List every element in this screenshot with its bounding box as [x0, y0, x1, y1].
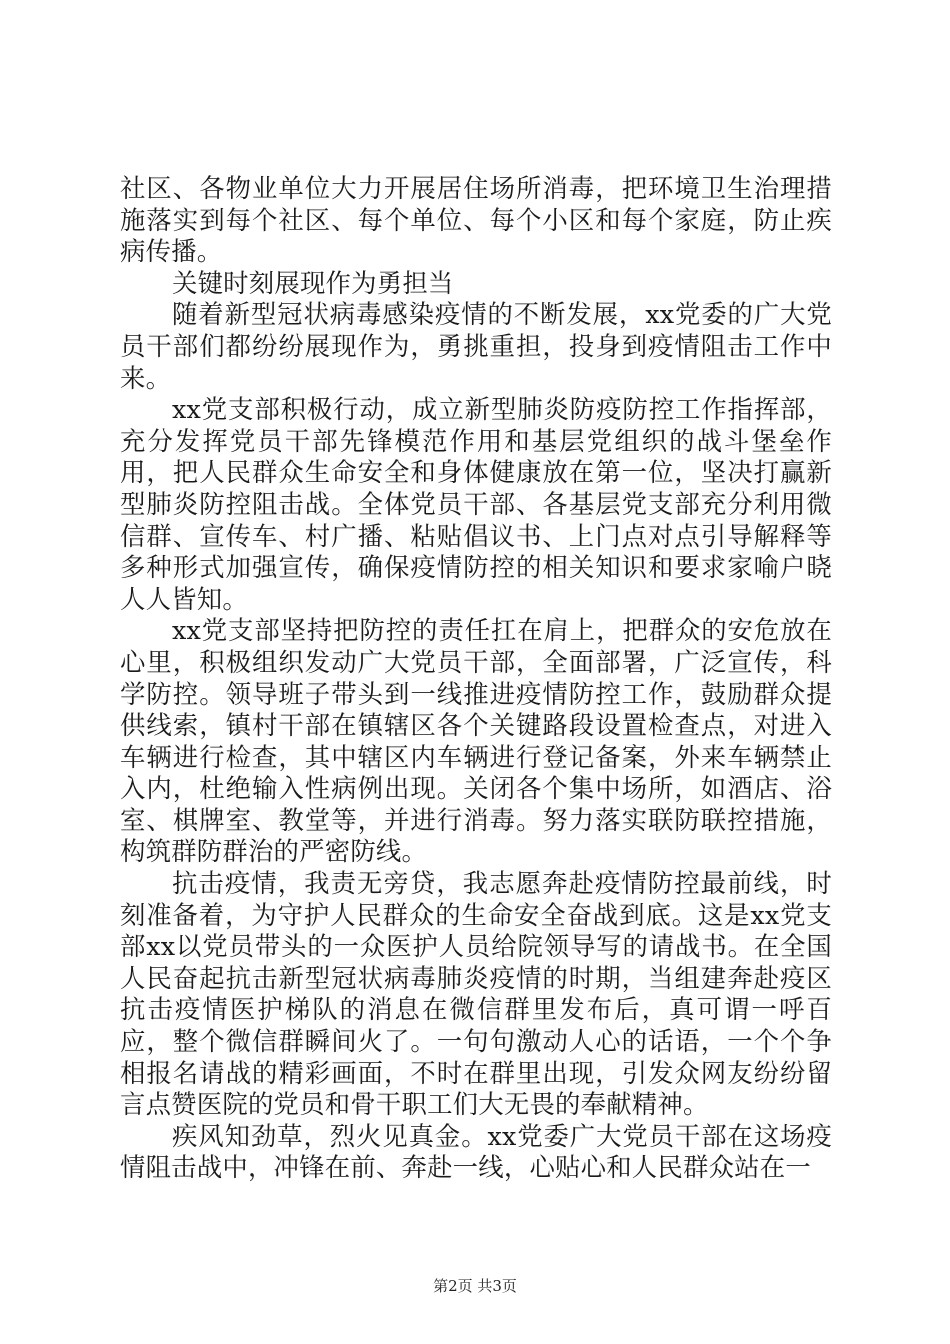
- paragraph-3: 随着新型冠状病毒感染疫情的不断发展，xx党委的广大党员干部们都纷纷展现作为，勇挑重担，投身到疫情阻击工作中来。: [120, 299, 832, 393]
- paragraph-6: 抗击疫情，我责无旁贷，我志愿奔赴疫情防控最前线，时刻准备着，为守护人民群众的生命安全奋战到底。这是xx党支部xx以党员带头的一众医护人员给院领导写的请战书。在全国人民奋起抗击新型冠状病毒肺炎疫情的时期，当组建奔赴疫区抗击疫情医护梯队的消息在微信群里发布后，真可谓一呼百应，整个微信群瞬间火了。一句句激动人心的话语，一个个争相报名请战的精彩画面，不时在群里出现，引发众网友纷纷留言点赞医院的党员和骨干职工们大无畏的奉献精神。: [120, 868, 832, 1120]
- section-heading: 关键时刻展现作为勇担当: [172, 267, 454, 298]
- paragraph-1: 社区、各物业单位大力开展居住场所消毒，把环境卫生治理措施落实到每个社区、每个单位、每个小区和每个家庭，防止疾病传播。: [120, 173, 832, 267]
- paragraph-5: xx党支部坚持把防控的责任扛在肩上，把群众的安危放在心里，积极组织发动广大党员干部，全面部署，广泛宣传，科学防控。领导班子带头到一线推进疫情防控工作，鼓励群众提供线索，镇村干部在镇辖区各个关键路段设置检查点，对进入车辆进行检查，其中辖区内车辆进行登记备案，外来车辆禁止入内，杜绝输入性病例出现。关闭各个集中场所，如酒店、浴室、棋牌室、教堂等，并进行消毒。努力落实联防联控措施，构筑群防群治的严密防线。: [120, 615, 832, 867]
- paragraph-4: xx党支部积极行动，成立新型肺炎防疫防控工作指挥部，充分发挥党员干部先锋模范作用和基层党组织的战斗堡垒作用，把人民群众生命安全和身体健康放在第一位，坚决打赢新型肺炎防控阻击战。全体党员干部、各基层党支部充分利用微信群、宣传车、村广播、粘贴倡议书、上门点对点引导解释等多种形式加强宣传，确保疫情防控的相关知识和要求家喻户晓人人皆知。: [120, 394, 832, 614]
- paragraph-7: 疾风知劲草，烈火见真金。xx党委广大党员干部在这场疫情阻击战中，冲锋在前、奔赴一线，心贴心和人民群众站在一: [120, 1120, 832, 1183]
- page-number-footer: 第2页 共3页: [433, 1277, 517, 1295]
- document-body: [120, 173, 832, 1184]
